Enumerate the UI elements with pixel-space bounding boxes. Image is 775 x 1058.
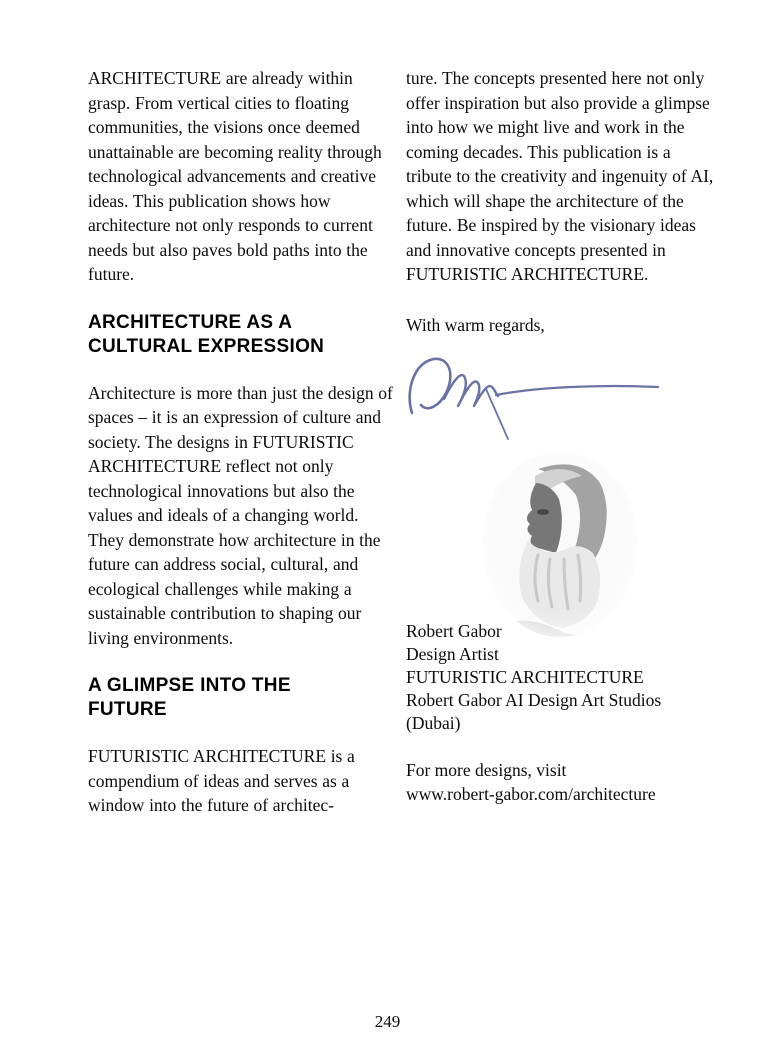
continuation-paragraph: ture. The concepts presented here not only offer inspiration but also provide a glimpse into how we might live and work in the coming decades. This publication is a tribute to the creativity and ingenuity of AI, which will shape the architecture of the future. Be inspired by the visionary ideas and innovative concepts presented in FUTURISTIC ARCHITECTURE. [406, 68, 714, 284]
intro-paragraph: ARCHITECTURE are already within grasp. From vertical cities to floating communities, the visions once deemed unattainable are becoming reality through technological advancements and creative ideas. This publication shows how architecture not only responds to current needs but also paves bold paths into the future. [88, 68, 382, 284]
footer-line: For more designs, visit [406, 760, 567, 780]
author-brand: FUTURISTIC ARCHITECTURE [406, 667, 644, 687]
author-title: Design Artist [406, 644, 499, 664]
signature-strokes [410, 359, 658, 439]
author-portrait-photo [480, 449, 640, 644]
author-location: (Dubai) [406, 713, 461, 733]
page-number: 249 [374, 1012, 401, 1031]
salutation-text: With warm regards, [406, 314, 545, 335]
heading-cultural-expression: ARCHITECTURE AS A CULTURAL EXPRESSION [88, 311, 325, 357]
left-column [88, 66, 396, 818]
author-name: Robert Gabor [406, 621, 502, 641]
author-studio: Robert Gabor AI Design Art Studios [406, 690, 662, 710]
portrait-art [480, 449, 640, 639]
more-designs-note [406, 759, 714, 806]
heading-glimpse-future: A GLIMPSE INTO THE FUTURE [88, 675, 291, 720]
portrait-container [406, 449, 714, 644]
glimpse-future-paragraph: FUTURISTIC ARCHITECTURE is a compendium of ideas and serves as a window into the future of architec- [88, 746, 355, 815]
right-column [406, 66, 714, 806]
cultural-expression-paragraph: Architecture is more than just the design of spaces – it is an expression of culture and society. The designs in FUTURISTIC ARCHITECTURE reflect not only technological innovations but also the values and ideals of a changing world. They demonstrate how architecture in the future can address social, cultural, and ecological challenges while making a sustainable contribution to shaping our living environments. [88, 382, 393, 648]
author-signature-image [402, 349, 682, 445]
website-url: www.robert-gabor.com/architecture [406, 783, 656, 804]
